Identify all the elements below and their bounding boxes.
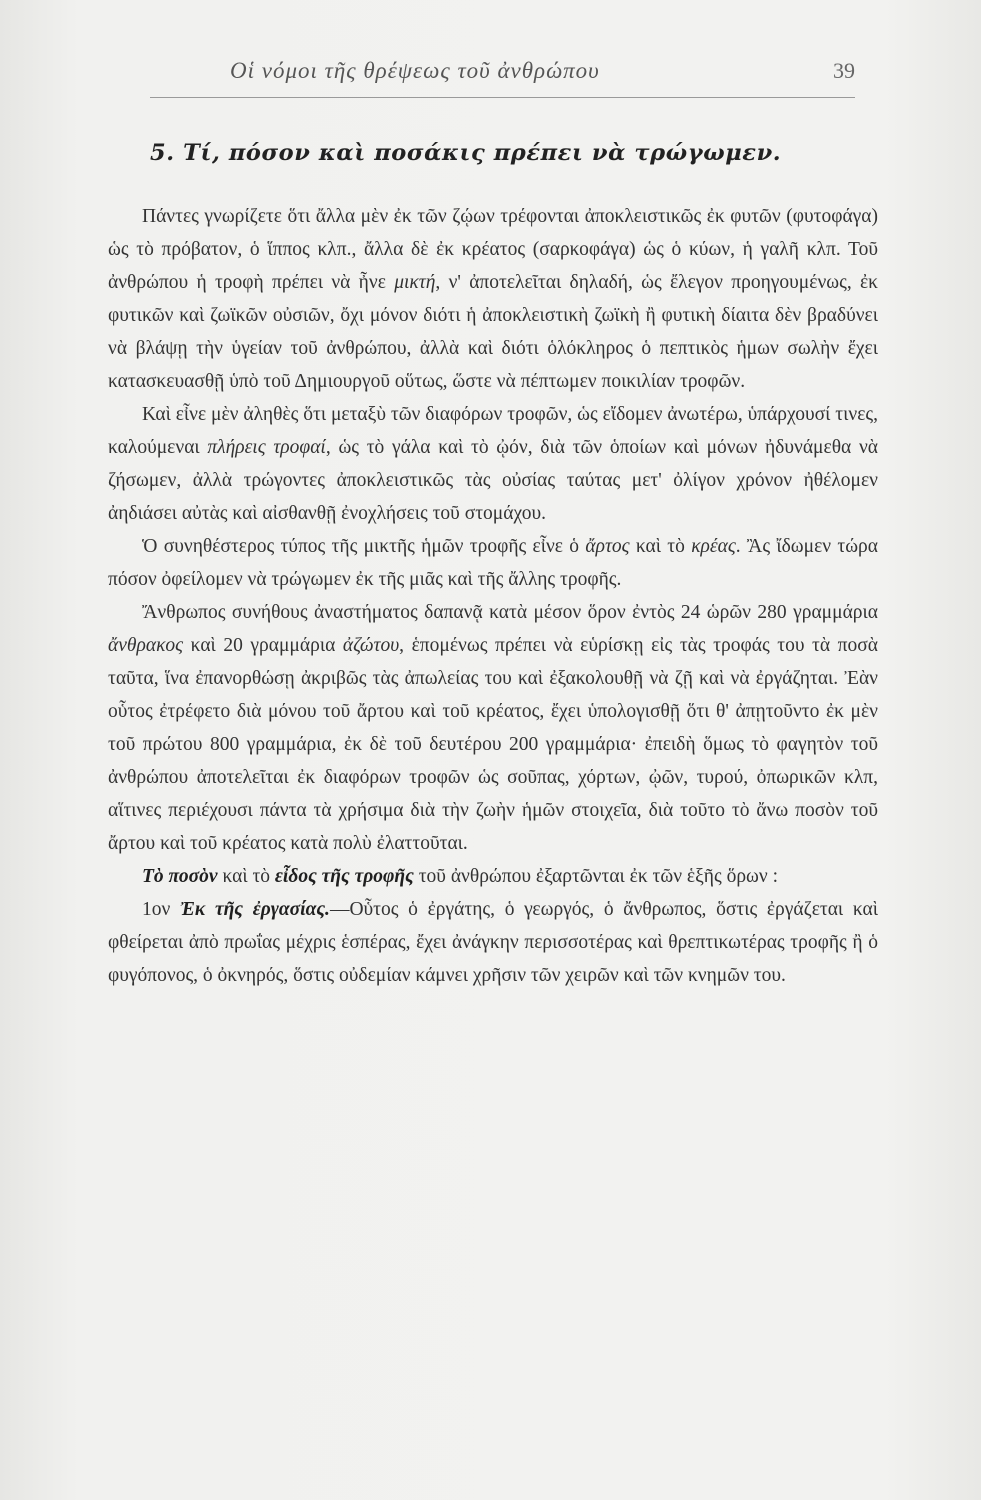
p5-bold-eidos: εἶδος τῆς τροφῆς — [274, 866, 414, 887]
p5-text-d: τοῦ ἀνθρώπου ἐξαρτῶνται ἐκ τῶν ἑξῆς ὅρων : — [413, 866, 779, 887]
p3-italic-artos: ἄρτος — [585, 536, 630, 557]
p5-bold-poson: Τὸ ποσὸν — [142, 866, 218, 887]
p4-text-c: καὶ 20 γραμμάρια — [183, 635, 343, 656]
paragraph-6 — [108, 893, 878, 992]
paragraph-3 — [108, 530, 878, 596]
page-number: 39 — [833, 58, 855, 83]
paragraph-5 — [108, 860, 878, 893]
running-head — [150, 58, 855, 98]
paragraph-1 — [108, 200, 878, 398]
header-rule — [150, 97, 855, 98]
p1-text-c: , ν' ἀποτελεῖται δηλαδή, ὡς ἔλεγον προηγουμένως, ἐκ φυτικῶν καὶ ζωϊκῶν οὐσιῶν, ὄχι μόνον διότι ἡ ἀποκλειστικὴ ζωϊκὴ ἢ φυτικὴ δίαιτα δὲν βραδύνει νὰ βλάψῃ τὴν ὑγείαν τοῦ ἀνθρώπου, ἀλλὰ καὶ διότι ὁλόκληρος ὁ πεπτικὸς ἡμων σωλὴν ἔχει κατασκευασθῇ ὑπὸ τοῦ Δημιουργοῦ οὕτως, ὥστε νὰ πέπτωμεν ποικιλίαν τροφῶν. — [108, 272, 879, 392]
p4-italic-azotou: ἀζώτου — [342, 635, 400, 656]
p6-text-c: —Οὗτος ὁ ἐργάτης, ὁ γεωργός, ὁ ἄνθρωπος, ὅστις ἐργάζεται καὶ φθείρεται ἀπὸ πρωΐας μέχρις ἑσπέρας, ἔχει ἀνάγκην περισσοτέρας καὶ θρεπτικωτέρας τροφῆς ἢ ὁ φυγόπονος, ὁ ὀκνηρός, ὅστις οὐδεμίαν κάμνει χρῆσιν τῶν χειρῶν καὶ τῶν κνημῶν του. — [108, 899, 878, 986]
p4-text-e: , ἑπομένως πρέπει νὰ εὑρίσκῃ εἰς τὰς τροφάς του τὰ ποσὰ ταῦτα, ἵνα ἐπανορθώσῃ ἀκριβῶς τὰς ἀπωλείας του καὶ ἐξακολουθῇ νὰ ζῇ καὶ νὰ ἐργάζηται. Ἐὰν οὗτος ἐτρέφετο διὰ μόνου τοῦ ἄρτου καὶ τοῦ κρέατος, ἔχει ὑπολογισθῇ ὅτι θ' ἀπῃτοῦντο ἐκ μὲν τοῦ πρώτου 800 γραμμάρια, ἐκ δὲ τοῦ δευτέρου 200 γραμμάρια· ἐπειδὴ ὅμως τὸ φαγητὸν τοῦ ἀνθρώπου ἀποτελεῖται ἐκ διαφόρων τροφῶν ὡς σοῦπας, χόρτων, ᾠῶν, τυρού, ὀπωρικῶν κλπ, αἵτινες περιέχουσι πάντα τὰ χρήσιμα διὰ τὴν ζωὴν ἡμῶν στοιχεῖα, διὰ τοῦτο τὸ ἄνω ποσὸν τοῦ ἄρτου καὶ τοῦ κρέατος κατὰ πολὺ ἐλαττοῦται. — [108, 635, 878, 854]
p1-text-a: Πάντες γνωρίζετε ὅτι ἄλλα μὲν ἐκ τῶν ζῴων τρέφονται ἀποκλειστικῶς ἐκ φυτῶν (φυτοφάγα) ὡς τὸ πρόβατον, ὁ ἵππος κλπ., ἄλλα δὲ ἐκ κρέατος (σαρκοφάγα) ὡς ὁ κύων, ἡ γαλῆ κλπ. Τοῦ ἀνθρώπου ἡ τροφὴ πρέπει νὰ ἦνε — [108, 206, 878, 293]
p3-text-e: . Ἂς ἴδωμεν τώρα πόσον ὀφείλομεν νὰ τρώγωμεν ἐκ τῆς μιᾶς καὶ τῆς ἄλλης τροφῆς. — [108, 536, 878, 590]
p3-italic-kreas: κρέας — [691, 536, 736, 557]
paragraph-2 — [108, 398, 878, 530]
p3-text-c: καὶ τὸ — [629, 536, 692, 557]
p4-italic-anthrakos: ἄνθρακος — [108, 635, 184, 656]
p4-text-a: Ἄνθρωπος συνήθους ἀναστήματος δαπανᾷ κατὰ μέσον ὅρον ἐντὸς 24 ὡρῶν 280 γραμμάρια — [142, 602, 878, 623]
p2-text-a: Καὶ εἶνε μὲν ἀληθὲς ὅτι μεταξὺ τῶν διαφόρων τροφῶν, ὡς εἴδομεν ἀνωτέρω, ὑπάρχουσί τινες, καλούμεναι — [108, 404, 878, 458]
p1-italic-mikti: μικτή — [394, 272, 436, 293]
p2-text-c: , ὡς τὸ γάλα καὶ τὸ ᾠόν, διὰ τῶν ὁποίων καὶ μόνων ἠδυνάμεθα νὰ ζήσωμεν, ἀλλὰ τρώγοντες ἀποκλειστικῶς τὰς οὐσίας ταύτας μετ' ὀλίγον χρόνον ἠθέλομεν ἀηδιάσει αὐτὰς καὶ αἰσθανθῇ ἐνοχλήσεις τοῦ στομάχου. — [108, 437, 878, 524]
p6-text-a: 1ον — [142, 899, 181, 920]
paragraph-4 — [108, 596, 878, 860]
p2-italic-pliris-trofai: πλήρεις τροφαί — [207, 437, 326, 458]
section-title: 5. Τί, πόσον καὶ ποσάκις πρέπει νὰ τρώγωμεν. — [150, 140, 782, 166]
p3-text-a: Ὁ συνηθέστερος τύπος τῆς μικτῆς ἡμῶν τροφῆς εἶνε ὁ — [142, 536, 586, 557]
body-text — [108, 200, 878, 992]
running-title: Οἱ νόμοι τῆς θρέψεως τοῦ ἀνθρώπου — [230, 58, 600, 83]
p5-text-b: καὶ τὸ — [217, 866, 275, 887]
p6-bold-ergasias: Ἐκ τῆς ἐργασίας. — [180, 899, 330, 920]
